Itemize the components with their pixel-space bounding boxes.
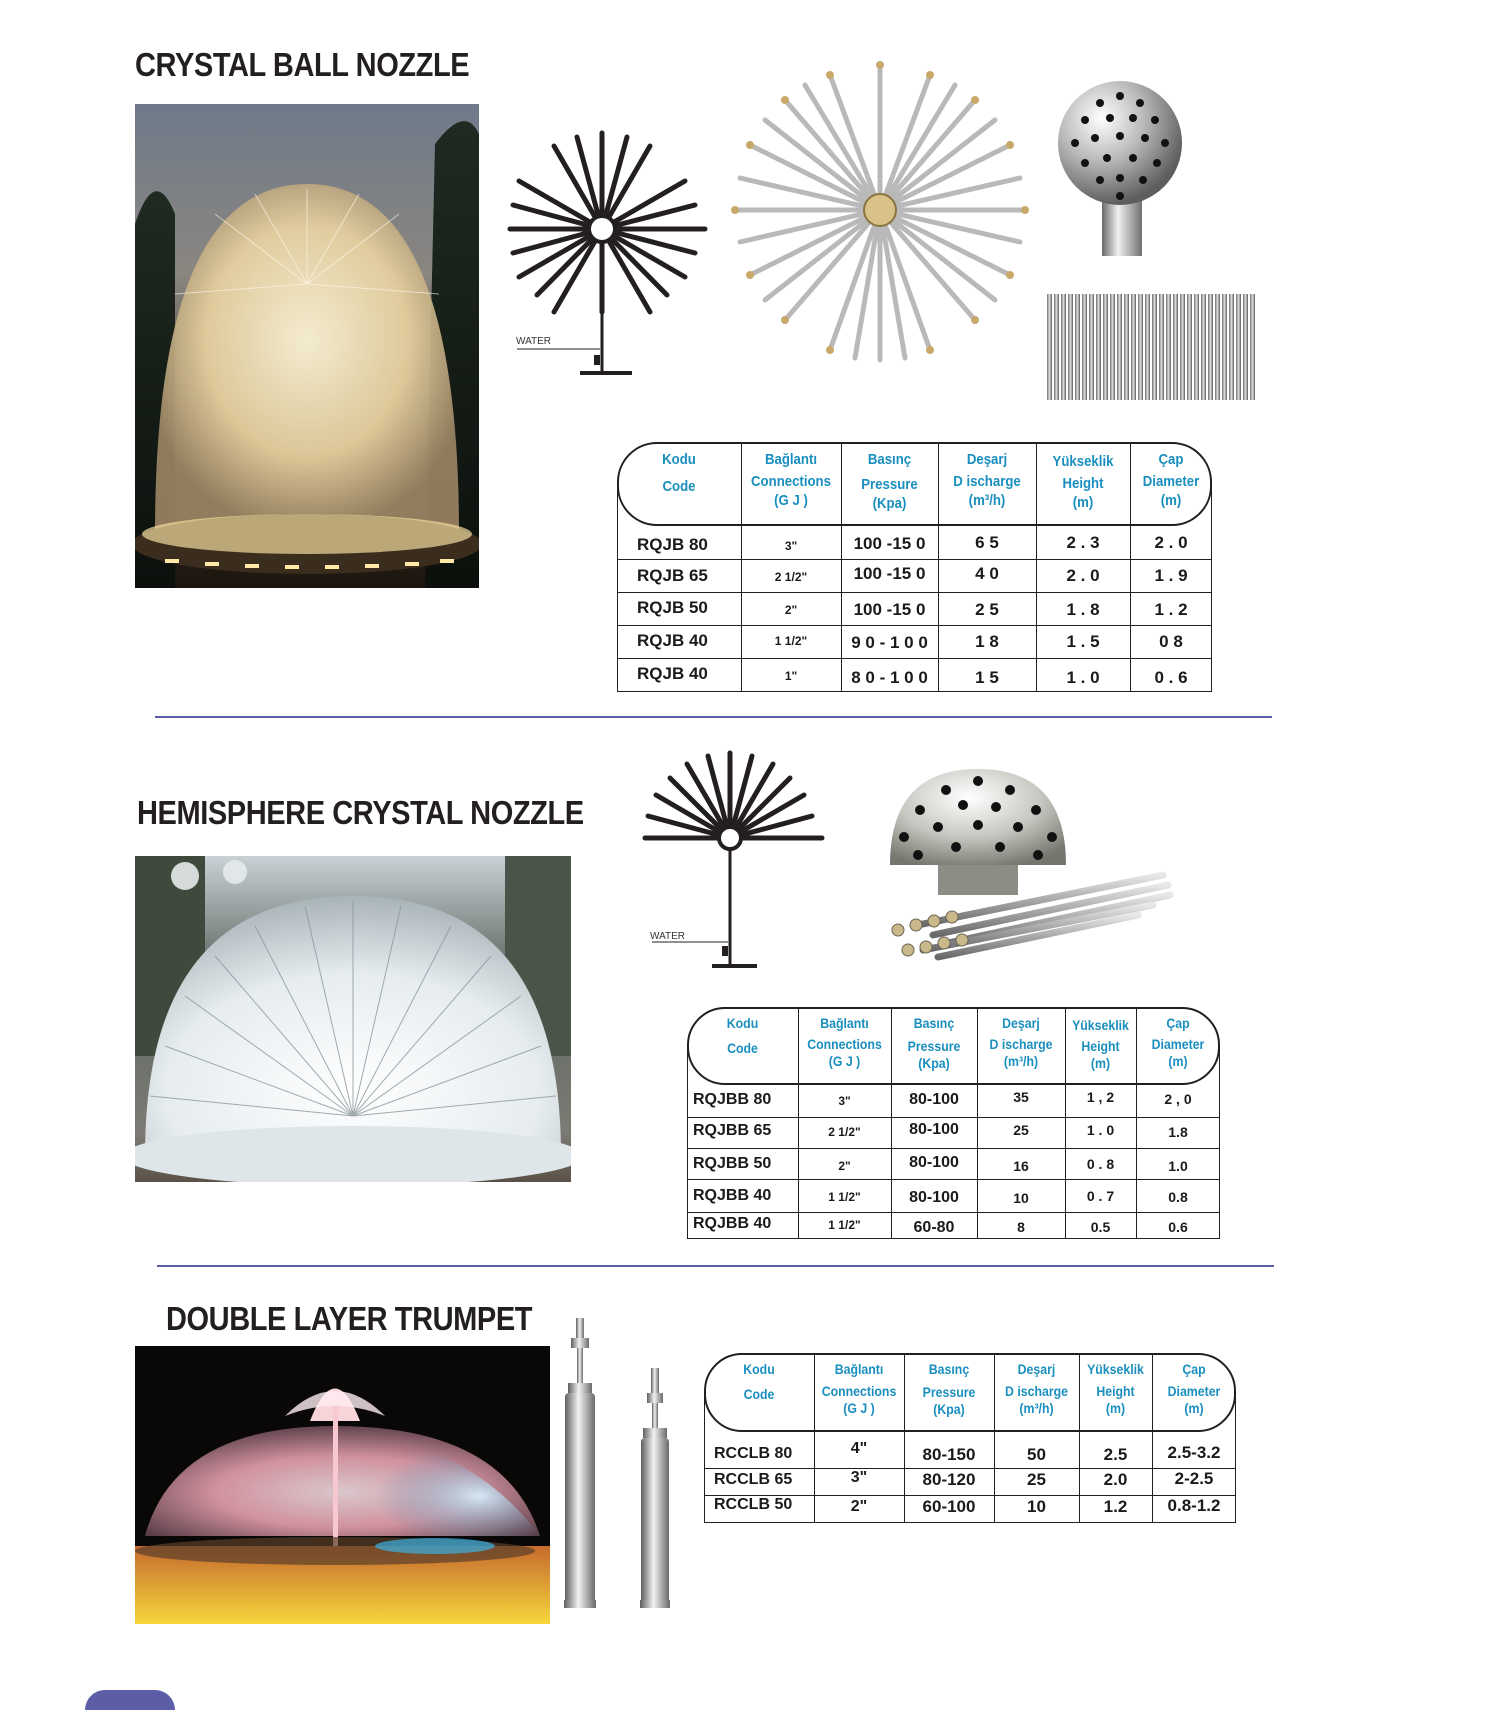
crystal-ball-rods xyxy=(1045,290,1260,402)
section-title-double-layer-trumpet: DOUBLE LAYER TRUMPET xyxy=(166,1300,533,1337)
crystal-ball-spec-table: Kodu Code Bağlantı Connections (G J ) Basınç Pressure (Kpa) Deşarj D ischarge (m³/h) Yükseklik Height (m) Çap Diameter (m) RQJB 80 3" 100 -15 0 6 5 2 . 3 2 . 0 RQJB 65 2 1/2" 100 -15 0 4 0 2 . 0 1 . 9 RQJB 50 2" 100 -15 0 2 5 1 . 8 1 . 2 RQJB 40 1 1/2" 9 0 - 1 0 0 1 8 1 . 5 0 8 RQJB 40 1" 8 0 - 1 0 0 1 5 1 . 0 0 . 6 xyxy=(617,442,1212,692)
header-connections: Bağlantı Connections (G J ) xyxy=(807,1015,882,1069)
section-divider-2 xyxy=(157,1265,1274,1267)
water-label-2: WATER xyxy=(650,931,685,942)
header-diameter: Çap Diameter (m) xyxy=(1167,1361,1221,1416)
double-layer-trumpet-photo xyxy=(135,1346,550,1624)
double-layer-trumpet-product xyxy=(555,1318,685,1618)
header-diameter: Çap Diameter (m) xyxy=(1142,451,1200,509)
header-connections: Bağlantı Connections (G J ) xyxy=(751,451,831,509)
header-code: Kodu Code xyxy=(726,1015,759,1056)
crystal-ball-steel-sphere xyxy=(1055,78,1185,263)
header-pressure: Basınç Pressure (Kpa) xyxy=(861,451,918,512)
header-height: Yükseklik Height (m) xyxy=(1052,453,1114,511)
header-height: Yükseklik Height (m) xyxy=(1087,1361,1144,1416)
section-title-hemisphere: HEMISPHERE CRYSTAL NOZZLE xyxy=(137,794,584,831)
header-discharge: Deşarj D ischarge (m³/h) xyxy=(989,1015,1053,1069)
header-pressure: Basınç Pressure (Kpa) xyxy=(907,1015,961,1071)
hemisphere-spec-table: Kodu Code Bağlantı Connections (G J ) Basınç Pressure (Kpa) Deşarj D ischarge (m³/h) Yükseklik Height (m) Çap Diameter (m) RQJBB 80 3" 80-100 35 1 , 2 2 , 0 RQJBB 65 2 1/2" 80-100 25 1 . 0 1.8 RQJBB 50 2" 80-100 16 0 . 8 1.0 RQJBB 40 1 1/2" 80-100 10 0 . 7 0.8 RQJBB 40 1 1/2" 60-80 8 0.5 0.6 xyxy=(687,1007,1220,1239)
crystal-ball-fountain-photo xyxy=(135,104,479,588)
header-code: Kodu Code xyxy=(662,451,696,495)
section-divider-1 xyxy=(155,716,1272,718)
hemisphere-nozzle-product xyxy=(878,765,1178,965)
header-code: Kodu Code xyxy=(743,1361,775,1402)
header-discharge: Deşarj D ischarge (m³/h) xyxy=(953,451,1021,509)
double-layer-trumpet-spec-table: Kodu Code Bağlantı Connections (G J ) Basınç Pressure (Kpa) Deşarj D ischarge (m³/h) Yükseklik Height (m) Çap Diameter (m) RCCLB 80 4" 80-150 50 2.5 2.5-3.2 RCCLB 65 3" 80-120 25 2.0 2-2.5 RCCLB 50 2" 60-100 10 1.2 0.8-1.2 xyxy=(704,1353,1236,1523)
header-connections: Bağlantı Connections (G J ) xyxy=(821,1361,897,1416)
header-diameter: Çap Diameter (m) xyxy=(1151,1015,1205,1069)
section-title-crystal-ball: CRYSTAL BALL NOZZLE xyxy=(135,46,470,83)
header-height: Yükseklik Height (m) xyxy=(1072,1017,1129,1071)
hemisphere-fountain-photo xyxy=(135,856,571,1182)
page-corner-accent xyxy=(85,1690,175,1710)
water-label-1: WATER xyxy=(516,336,551,347)
header-discharge: Deşarj D ischarge (m³/h) xyxy=(1004,1361,1069,1416)
crystal-ball-nozzle-product xyxy=(730,60,1030,365)
header-pressure: Basınç Pressure (Kpa) xyxy=(922,1361,976,1417)
